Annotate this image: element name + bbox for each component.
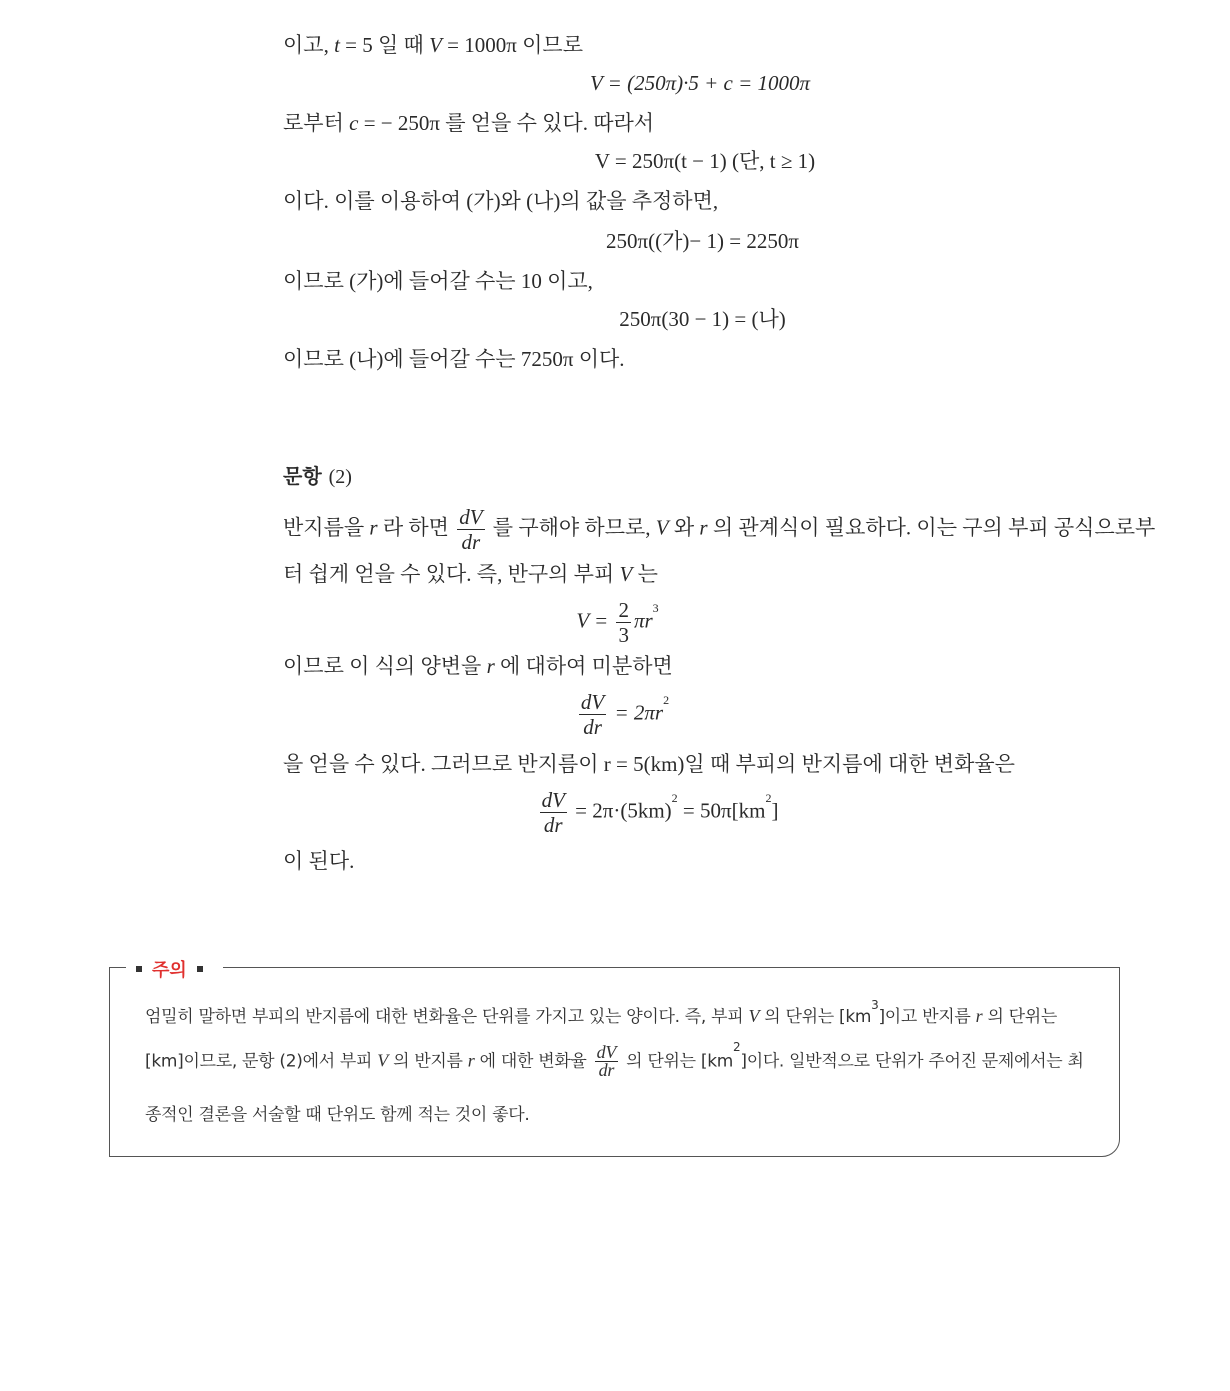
var-c: c [349, 111, 359, 135]
equation-text: V = [576, 608, 614, 633]
exponent: 2 [733, 1040, 741, 1054]
text-line-1 [283, 31, 583, 59]
equation-4 [0, 305, 1230, 333]
text: 에 대하여 미분하면 [494, 654, 673, 678]
text: 의 단위는 [km [621, 1051, 734, 1072]
text: 이므로 (나)에 들어갈 수는 7250π 이다. [283, 347, 625, 371]
text: 의 단위는 [982, 1007, 1058, 1027]
text: ]이고 반지름 [878, 1007, 976, 1027]
equation-text: V = 250π(t − 1) (단, t ≥ 1) [594, 149, 816, 173]
text: 와 [668, 515, 700, 540]
denominator: dr [461, 530, 481, 554]
var-t: t [334, 33, 340, 57]
bullet-square-icon [136, 966, 142, 972]
exponent: 3 [652, 601, 659, 615]
denominator: dr [583, 715, 602, 739]
text: 엄밀히 말하면 부피의 반지름에 대한 변화율은 단위를 가지고 있는 양이다. 즉, 부피 [145, 1007, 749, 1027]
equation-text: V = (250π)·5 + c = 1000π [589, 71, 811, 95]
fraction-dV-dr [595, 1044, 618, 1079]
equation-text: 250π((가)− 1) = 2250π [606, 229, 799, 253]
equation-5 [0, 598, 1230, 647]
equation-text: = 2π·(5km) [569, 798, 672, 823]
paragraph-line-2 [283, 560, 658, 588]
equation-6 [0, 690, 1230, 739]
text: 라 하면 [377, 515, 455, 540]
text: 이다. 이를 이용하여 (가)와 (나)의 값을 추정하면, [283, 189, 719, 213]
numerator: dV [596, 1042, 617, 1062]
heading-label: 문항 [283, 464, 322, 488]
text: [km]이므로, 문항 (2)에서 부피 [145, 1051, 378, 1072]
text: 이므로 이 식의 양변을 [283, 654, 487, 678]
text-line-9 [283, 345, 625, 373]
equation-1 [0, 69, 1230, 97]
numerator: dV [541, 788, 565, 812]
var-V: V [429, 33, 442, 57]
equation-text: ] [771, 798, 779, 823]
fraction-dV-dr [457, 505, 484, 554]
exponent: 3 [871, 998, 879, 1012]
text: 의 반지름 [387, 1051, 468, 1072]
paragraph-line-4 [283, 750, 1015, 778]
text-line-3 [283, 109, 654, 137]
equation-7 [0, 788, 1230, 837]
denominator: dr [543, 813, 563, 837]
exponent: 2 [663, 693, 670, 707]
text: 의 단위는 [km [759, 1007, 872, 1027]
equation-text: 250π(30 − 1) = (나) [619, 307, 786, 331]
paragraph-line-5 [283, 847, 354, 875]
equation-text: = 2πr [609, 700, 664, 725]
fraction-2-3 [616, 598, 631, 647]
text: 반지름을 [283, 515, 370, 540]
exponent: 2 [765, 791, 772, 805]
var-V: V [655, 515, 669, 540]
var-r: r [699, 515, 708, 540]
text: 이므로 (가)에 들어갈 수는 10 이고, [283, 269, 593, 293]
text: ]이다. 일반적으로 단위가 주어진 문제에서는 최 [740, 1051, 1084, 1072]
text: 로부터 [283, 111, 350, 135]
note-line-3 [145, 1100, 530, 1125]
text: 의 관계식이 필요하다. 이는 구의 부피 공식으로부 [707, 515, 1156, 540]
text: 터 쉽게 얻을 수 있다. 즉, 반구의 부피 [283, 562, 620, 586]
text: 에 대한 변화율 [474, 1051, 592, 1072]
text: 종적인 결론을 서술할 때 단위도 함께 적는 것이 좋다. [145, 1105, 530, 1125]
var-r: r [369, 515, 378, 540]
text: 는 [632, 562, 658, 586]
fraction-dV-dr [579, 690, 606, 739]
note-title-label: 주의 [152, 960, 187, 981]
paragraph-line-3 [283, 652, 673, 680]
text: 를 구해야 하므로, [487, 515, 656, 540]
heading-number: (2) [328, 466, 352, 488]
note-line-1 [145, 998, 1058, 1027]
text-line-7 [283, 267, 593, 295]
text: = − 250π 를 얻을 수 있다. 따라서 [358, 111, 655, 135]
paragraph-line-1 [283, 505, 1155, 554]
note-title [126, 956, 223, 982]
text: 이 된다. [283, 849, 355, 873]
text: 을 얻을 수 있다. 그러므로 반지름이 r = 5(km)일 때 부피의 반지름에 대한 변화율은 [283, 752, 1015, 776]
var-V: V [748, 1006, 760, 1026]
equation-text: = 50π[km [677, 798, 766, 823]
text-line-5 [283, 187, 718, 215]
bullet-square-icon [197, 966, 203, 972]
text: 이고, [283, 33, 335, 57]
equation-text: πr [633, 608, 653, 633]
var-r: r [467, 1050, 475, 1071]
denominator: 3 [618, 623, 629, 647]
exponent: 2 [671, 791, 678, 805]
denominator: dr [598, 1060, 615, 1080]
numerator: dV [459, 505, 483, 529]
note-line-2 [145, 1040, 1084, 1080]
section-heading [283, 460, 352, 489]
text: = 5 일 때 [339, 33, 430, 57]
equation-2 [0, 147, 1230, 175]
fraction-dV-dr [540, 788, 567, 837]
numerator: 2 [618, 598, 629, 622]
var-r: r [486, 654, 495, 678]
var-V: V [377, 1050, 388, 1071]
text: = 1000π 이므로 [441, 33, 583, 57]
var-r: r [975, 1006, 983, 1026]
var-V: V [619, 562, 633, 586]
numerator: dV [580, 690, 605, 714]
equation-3 [0, 227, 1230, 255]
